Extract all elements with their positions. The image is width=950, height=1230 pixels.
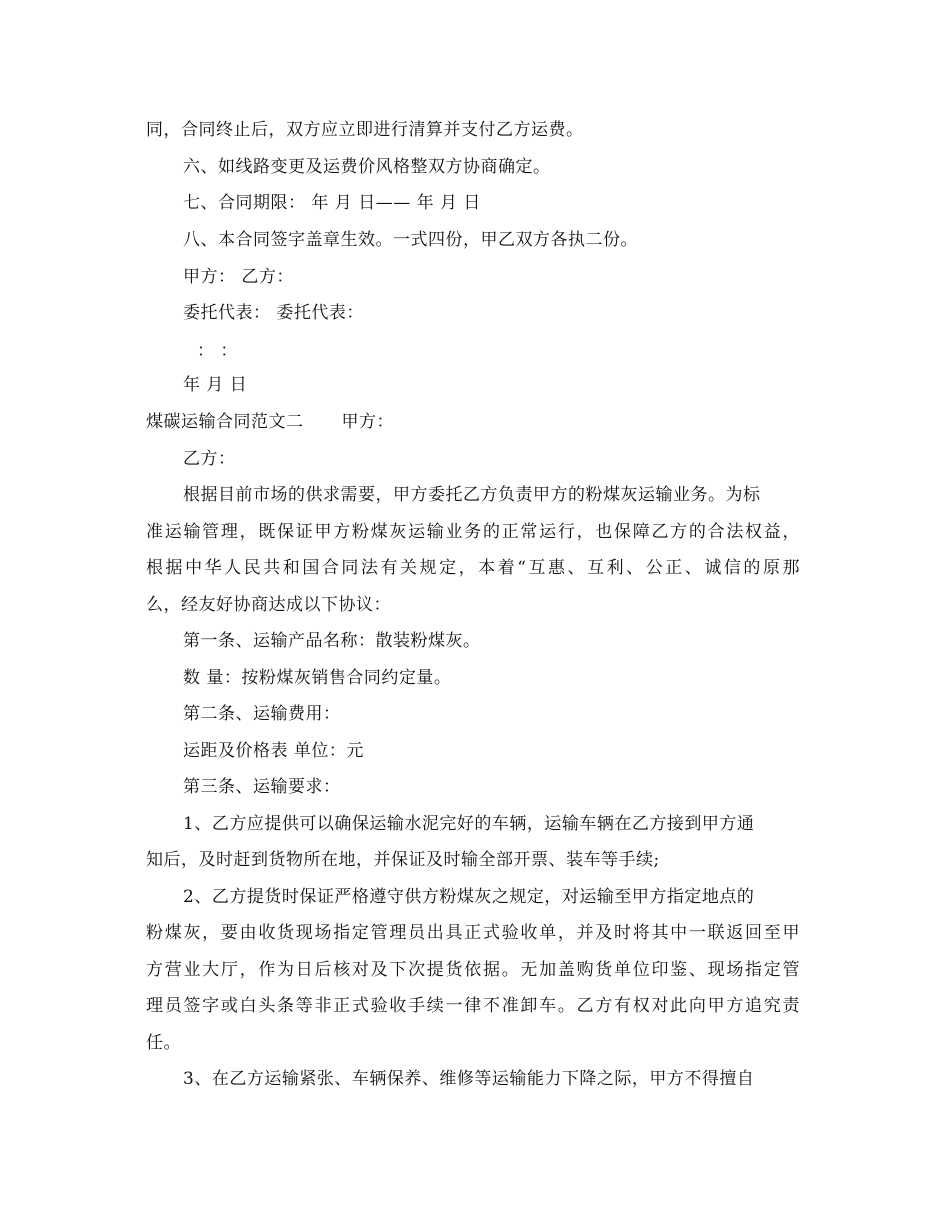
text-line: 根据中华人民共和国合同法有关规定，本着“互惠、互利、公正、诚信的原那 [146, 558, 800, 578]
text-line: 数 量：按粉煤灰销售合同约定量。 [183, 668, 452, 688]
text-line: 理员签字或白头条等非正式验收手续一律不准卸车。乙方有权对此向甲方追究责 [146, 996, 800, 1016]
text-line: 七、合同期限： 年 月 日—— 年 月 日 [183, 193, 481, 213]
text-line: 乙方： [183, 449, 236, 469]
text-line: 准运输管理，既保证甲方粉煤灰运输业务的正常运行，也保障乙方的合法权益， [146, 522, 800, 542]
text-line: 年 月 日 [183, 375, 248, 395]
text-line: 八、本合同签字盖章生效。一式四份，甲乙双方各执二份。 [183, 230, 638, 250]
text-line: 方营业大厅，作为日后核对及下次提货依据。无加盖购货单位印鉴、现场指定管 [146, 960, 800, 980]
text-line: 知后，及时赶到货物所在地，并保证及时输全部开票、装车等手续; [146, 850, 660, 870]
text-line: 第三条、运输要求： [183, 777, 341, 797]
text-line: 3、在乙方运输紧张、车辆保养、维修等运输能力下降之际，甲方不得擅自 [183, 1069, 755, 1089]
text-line: 同，合同终止后，双方应立即进行清算并支付乙方运费。 [146, 120, 584, 140]
text-line: 委托代表： 委托代表： [183, 303, 364, 323]
section-title: 煤碳运输合同范文二 [146, 412, 304, 432]
text-line: 么，经友好协商达成以下协议： [146, 595, 391, 615]
text-line: 甲方： 乙方： [183, 267, 294, 287]
text-line: 根据目前市场的供求需要，甲方委托乙方负责甲方的粉煤灰运输业务。为标 [183, 485, 761, 505]
text-line: 任。 [146, 1033, 181, 1053]
text-line: 运距及价格表 单位：元 [183, 741, 364, 761]
party-a-label: 甲方： [341, 412, 394, 432]
text-line: 1、乙方应提供可以确保运输水泥完好的车辆，运输车辆在乙方接到甲方通 [183, 814, 755, 834]
text-line: 粉煤灰，要由收货现场指定管理员出具正式验收单，并及时将其中一联返回至甲 [146, 923, 800, 943]
text-line: 第二条、运输费用： [183, 704, 341, 724]
section-heading-line [146, 411, 394, 433]
text-line: 六、如线路变更及运费价风格整双方协商确定。 [183, 157, 551, 177]
text-line: ： ： [197, 341, 238, 361]
text-line: 2、乙方提货时保证严格遵守供方粉煤灰之规定，对运输至甲方指定地点的 [183, 887, 755, 907]
text-line: 第一条、运输产品名称：散装粉煤灰。 [183, 631, 481, 651]
